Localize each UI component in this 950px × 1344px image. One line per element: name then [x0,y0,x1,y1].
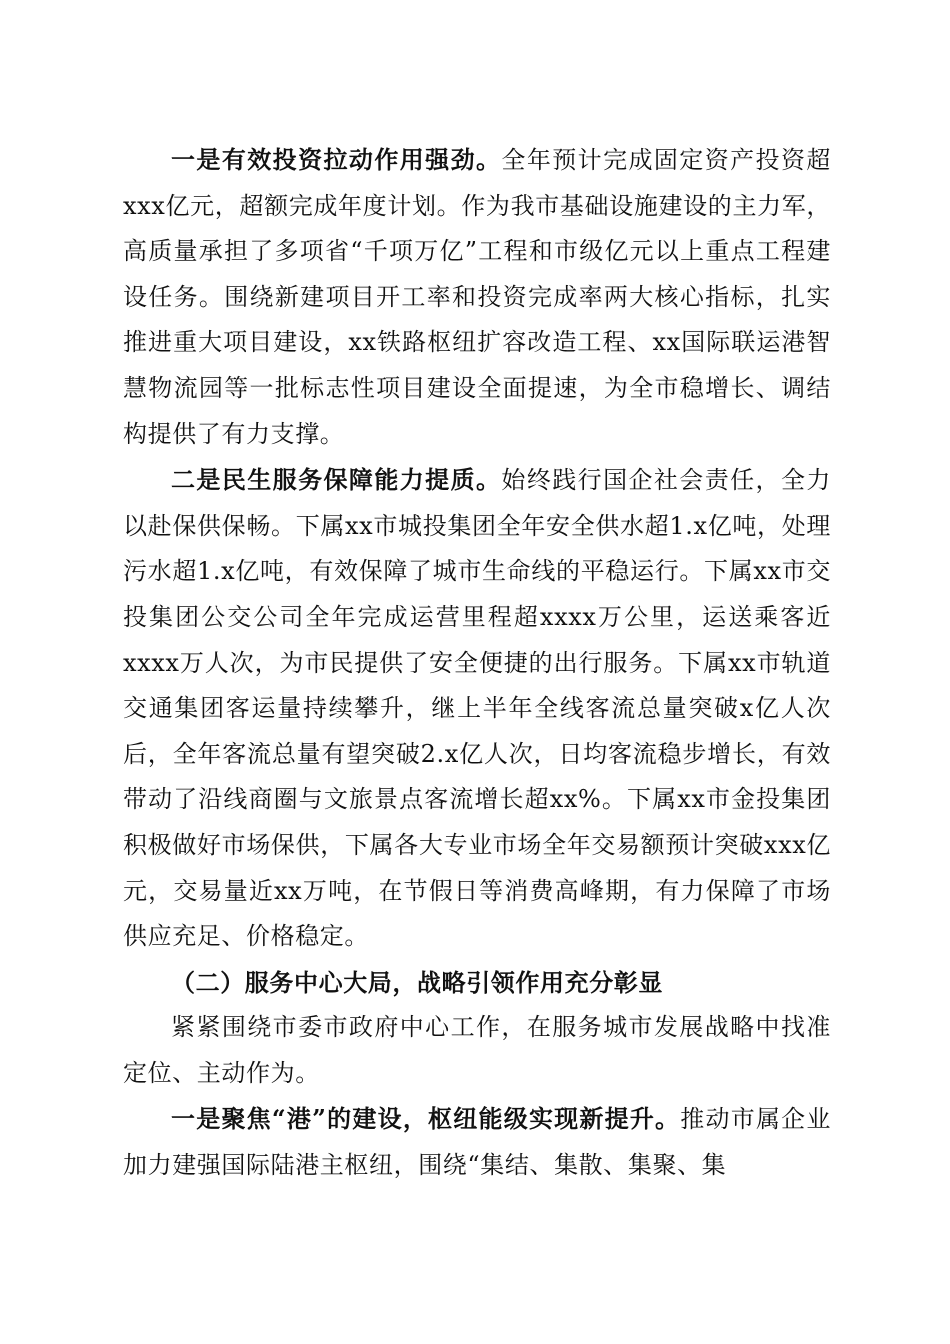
paragraph-body: 推动市属企业加力建强国际陆港主枢纽，围绕“集结、集散、集聚、集 [123,1105,831,1180]
paragraph-port [123,1096,831,1188]
paragraph-livelihood [123,457,831,960]
paragraph-body: 始终践行国企社会责任，全力以赴保供保畅。下属xx市城投集团全年安全供水超1.x亿吨，处理污水超1.x亿吨，有效保障了城市生命线的平稳运行。下属xx市交投集团公交公司全年完成运营里程超xxxx万公里，运送乘客近xxxx万人次，为市民提供了安全便捷的出行服务。下属xx市轨道交通集团客运量持续攀升，继上半年全线客流总量突破x亿人次后，全年客流总量有望突破2.x亿人次，日均客流稳步增长，有效带动了沿线商圈与文旅景点客流增长超xx%。下属xx市金投集团积极做好市场保供，下属各大专业市场全年交易额预计突破xxx亿元，交易量近xx万吨，在节假日等消费高峰期，有力保障了市场供应充足、价格稳定。 [123,466,831,951]
paragraph-body: 全年预计完成固定资产投资超xxx亿元，超额完成年度计划。作为我市基础设施建设的主力军，高质量承担了多项省“千项万亿”工程和市级亿元以上重点工程建设任务。围绕新建项目开工率和投资完成率两大核心指标，扎实推进重大项目建设，xx铁路枢纽扩容改造工程、xx国际联运港智慧物流园等一批标志性项目建设全面提速，为全市稳增长、调结构提供了有力支撑。 [123,146,831,448]
paragraph-lead: 二是民生服务保障能力提质。 [171,465,502,495]
document-page [123,137,831,1189]
paragraph-lead: 一是有效投资拉动作用强劲。 [171,145,502,174]
paragraph-investment [123,137,831,457]
paragraph-intro: 紧紧围绕市委市政府中心工作，在服务城市发展战略中找准定位、主动作为。 [123,1013,831,1087]
section-heading: （二）服务中心大局，战略引领作用充分彰显 [171,967,663,997]
paragraph-lead: 一是聚焦“港”的建设，枢纽能级实现新提升。 [171,1104,681,1134]
